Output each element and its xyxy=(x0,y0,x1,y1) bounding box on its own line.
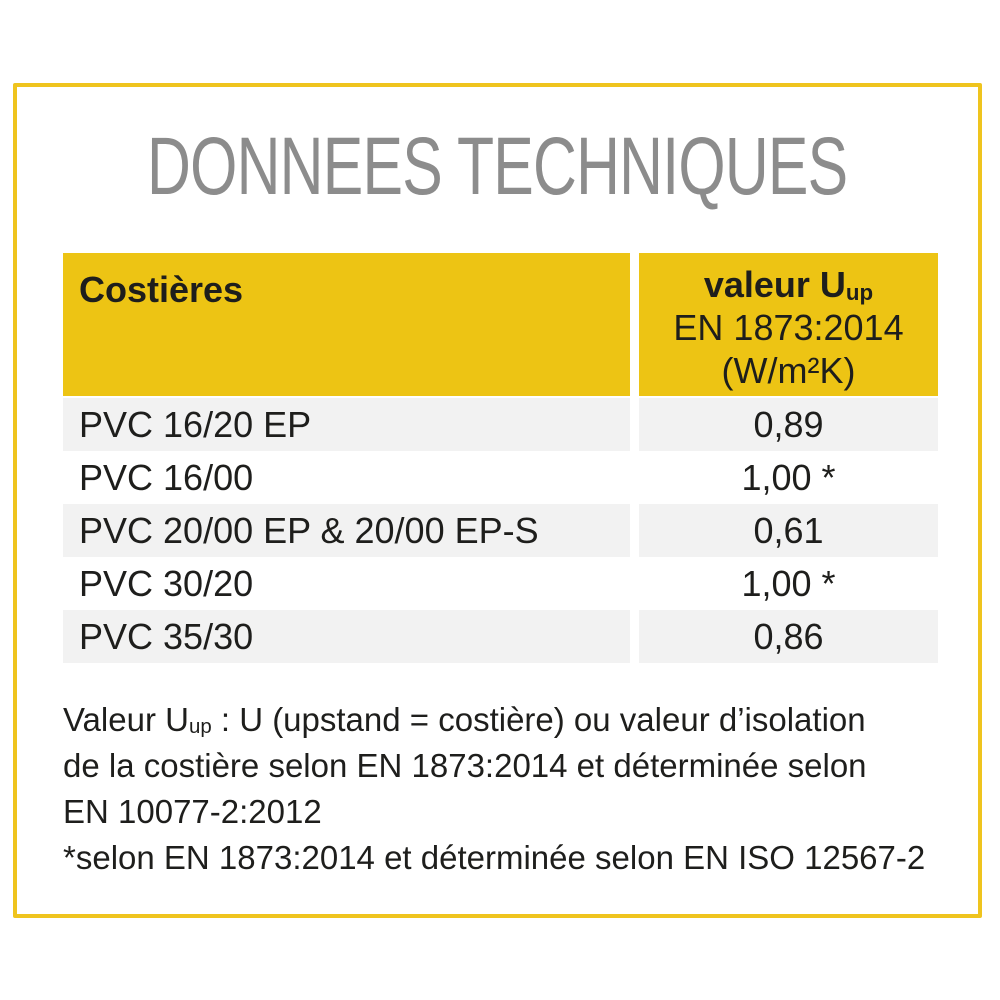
column-header-u-value xyxy=(639,253,938,396)
table-header-row xyxy=(63,253,938,396)
page-title-text: DONNEES TECHNIQUES xyxy=(147,121,848,212)
costiere-name-cell: PVC 16/00 xyxy=(63,451,630,504)
u-value-standard: EN 1873:2014 xyxy=(673,307,904,348)
footnote-line-2: de la costière selon EN 1873:2014 et déterminée selon xyxy=(63,747,867,784)
u-value-cell: 0,86 xyxy=(639,610,938,663)
u-value-cell: 0,61 xyxy=(639,504,938,557)
table-row xyxy=(63,451,938,504)
table-row xyxy=(63,557,938,610)
table-row xyxy=(63,398,938,451)
u-value-cell: 1,00 * xyxy=(639,451,938,504)
page-title xyxy=(17,123,978,211)
u-value-label-text: valeur U xyxy=(703,264,846,305)
content-frame xyxy=(13,83,982,918)
costiere-name-cell: PVC 16/20 EP xyxy=(63,398,630,451)
costiere-name-cell: PVC 30/20 xyxy=(63,557,630,610)
table-row xyxy=(63,610,938,663)
u-value-label-subscript: up xyxy=(845,279,874,305)
footnote-line-1-pre: Valeur U xyxy=(63,701,189,738)
u-value-label xyxy=(639,263,938,306)
u-value-unit: (W/m²K) xyxy=(721,350,856,391)
column-header-costieres: Costières xyxy=(63,253,630,396)
table-row xyxy=(63,504,938,557)
footnote-line-1-subscript: up xyxy=(188,715,212,739)
footnote-line-1 xyxy=(63,697,958,743)
footnote xyxy=(63,697,958,881)
footnote-line-3: EN 10077-2:2012 xyxy=(63,793,322,830)
footnote-line-4: *selon EN 1873:2014 et déterminée selon EN ISO 12567-2 xyxy=(63,839,926,876)
technical-data-table xyxy=(63,253,938,663)
costiere-name-cell: PVC 35/30 xyxy=(63,610,630,663)
footnote-line-1-post: : U (upstand = costière) ou valeur d’isolation xyxy=(211,701,866,738)
u-value-cell: 1,00 * xyxy=(639,557,938,610)
table-body xyxy=(63,398,938,663)
u-value-cell: 0,89 xyxy=(639,398,938,451)
costiere-name-cell: PVC 20/00 EP & 20/00 EP-S xyxy=(63,504,630,557)
